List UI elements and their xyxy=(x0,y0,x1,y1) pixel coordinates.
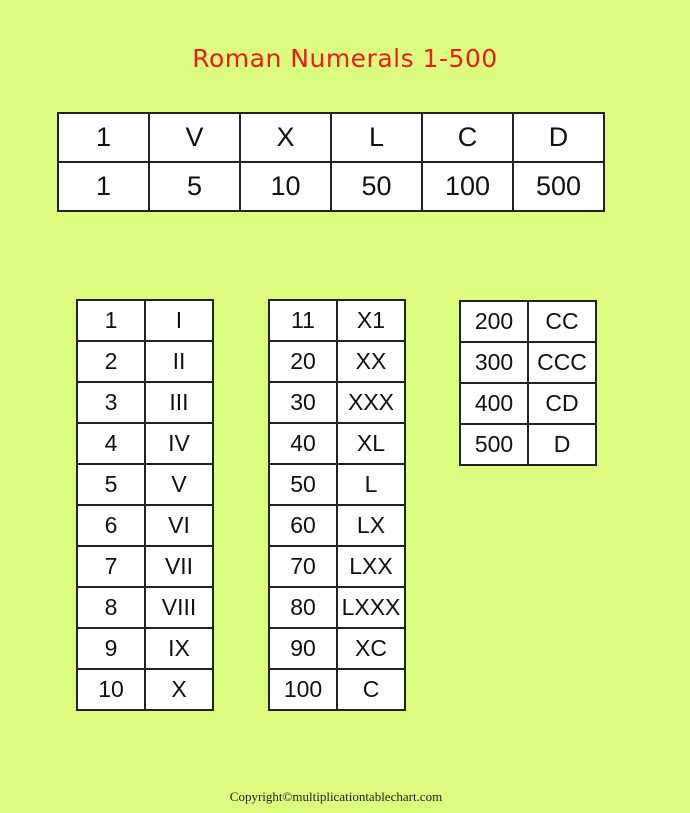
table-row xyxy=(269,464,405,505)
roman-cell: VII xyxy=(145,546,213,587)
roman-cell: X xyxy=(145,669,213,710)
copyright-text: Copyright©multiplicationtablechart.com xyxy=(229,789,443,804)
number-cell: 7 xyxy=(77,546,145,587)
roman-cell: X1 xyxy=(337,300,405,341)
number-cell: 11 xyxy=(269,300,337,341)
table-row xyxy=(269,382,405,423)
number-cell: 200 xyxy=(460,301,528,342)
numeral-summary-table xyxy=(57,112,605,212)
roman-cell: LXX xyxy=(337,546,405,587)
table-cell: 50 xyxy=(331,162,422,211)
table-row xyxy=(269,341,405,382)
table-row xyxy=(460,342,596,383)
number-cell: 5 xyxy=(77,464,145,505)
numerals-11-100-table xyxy=(268,299,406,711)
table-row xyxy=(77,669,213,710)
number-cell: 40 xyxy=(269,423,337,464)
number-cell: 60 xyxy=(269,505,337,546)
table-row xyxy=(77,341,213,382)
roman-cell: CCC xyxy=(528,342,596,383)
roman-cell: LXXX xyxy=(337,587,405,628)
roman-cell: II xyxy=(145,341,213,382)
roman-cell: XL xyxy=(337,423,405,464)
roman-cell: IV xyxy=(145,423,213,464)
table-cell: X xyxy=(240,113,331,162)
roman-cell: VI xyxy=(145,505,213,546)
roman-cell: C xyxy=(337,669,405,710)
roman-cell: XXX xyxy=(337,382,405,423)
table-row xyxy=(269,587,405,628)
roman-cell: L xyxy=(337,464,405,505)
table-row xyxy=(77,546,213,587)
number-cell: 90 xyxy=(269,628,337,669)
table-row xyxy=(77,300,213,341)
table-row xyxy=(269,628,405,669)
number-cell: 8 xyxy=(77,587,145,628)
table-row xyxy=(77,587,213,628)
table-cell: C xyxy=(422,113,513,162)
number-cell: 500 xyxy=(460,424,528,465)
roman-cell: CD xyxy=(528,383,596,424)
number-cell: 20 xyxy=(269,341,337,382)
roman-cell: VIII xyxy=(145,587,213,628)
number-cell: 10 xyxy=(77,669,145,710)
number-cell: 400 xyxy=(460,383,528,424)
number-cell: 4 xyxy=(77,423,145,464)
numerals-1-10-table xyxy=(76,299,214,711)
number-cell: 300 xyxy=(460,342,528,383)
page-title: Roman Numerals 1-500 xyxy=(192,44,498,73)
roman-cell: LX xyxy=(337,505,405,546)
table-row xyxy=(269,669,405,710)
number-cell: 9 xyxy=(77,628,145,669)
number-cell: 3 xyxy=(77,382,145,423)
table-cell: 5 xyxy=(149,162,240,211)
table-cell: 1 xyxy=(58,113,149,162)
roman-cell: V xyxy=(145,464,213,505)
table-cell: D xyxy=(513,113,604,162)
number-cell: 50 xyxy=(269,464,337,505)
table-row xyxy=(77,505,213,546)
table-cell: 500 xyxy=(513,162,604,211)
number-cell: 100 xyxy=(269,669,337,710)
table-cell: 10 xyxy=(240,162,331,211)
number-row xyxy=(58,162,604,211)
table-cell: V xyxy=(149,113,240,162)
table-row xyxy=(460,383,596,424)
roman-cell: IX xyxy=(145,628,213,669)
roman-cell: I xyxy=(145,300,213,341)
table-row xyxy=(460,424,596,465)
numerals-200-500-table xyxy=(459,300,597,466)
roman-cell: III xyxy=(145,382,213,423)
table-row xyxy=(77,628,213,669)
table-row xyxy=(77,382,213,423)
table-row xyxy=(460,301,596,342)
table-cell: L xyxy=(331,113,422,162)
number-cell: 2 xyxy=(77,341,145,382)
table-cell: 1 xyxy=(58,162,149,211)
table-row xyxy=(269,505,405,546)
table-row xyxy=(77,464,213,505)
number-cell: 80 xyxy=(269,587,337,628)
table-row xyxy=(77,423,213,464)
table-row xyxy=(269,423,405,464)
roman-cell: XC xyxy=(337,628,405,669)
number-cell: 1 xyxy=(77,300,145,341)
table-row xyxy=(269,300,405,341)
roman-row xyxy=(58,113,604,162)
roman-cell: D xyxy=(528,424,596,465)
roman-cell: CC xyxy=(528,301,596,342)
roman-cell: XX xyxy=(337,341,405,382)
number-cell: 6 xyxy=(77,505,145,546)
number-cell: 70 xyxy=(269,546,337,587)
table-row xyxy=(269,546,405,587)
table-cell: 100 xyxy=(422,162,513,211)
number-cell: 30 xyxy=(269,382,337,423)
